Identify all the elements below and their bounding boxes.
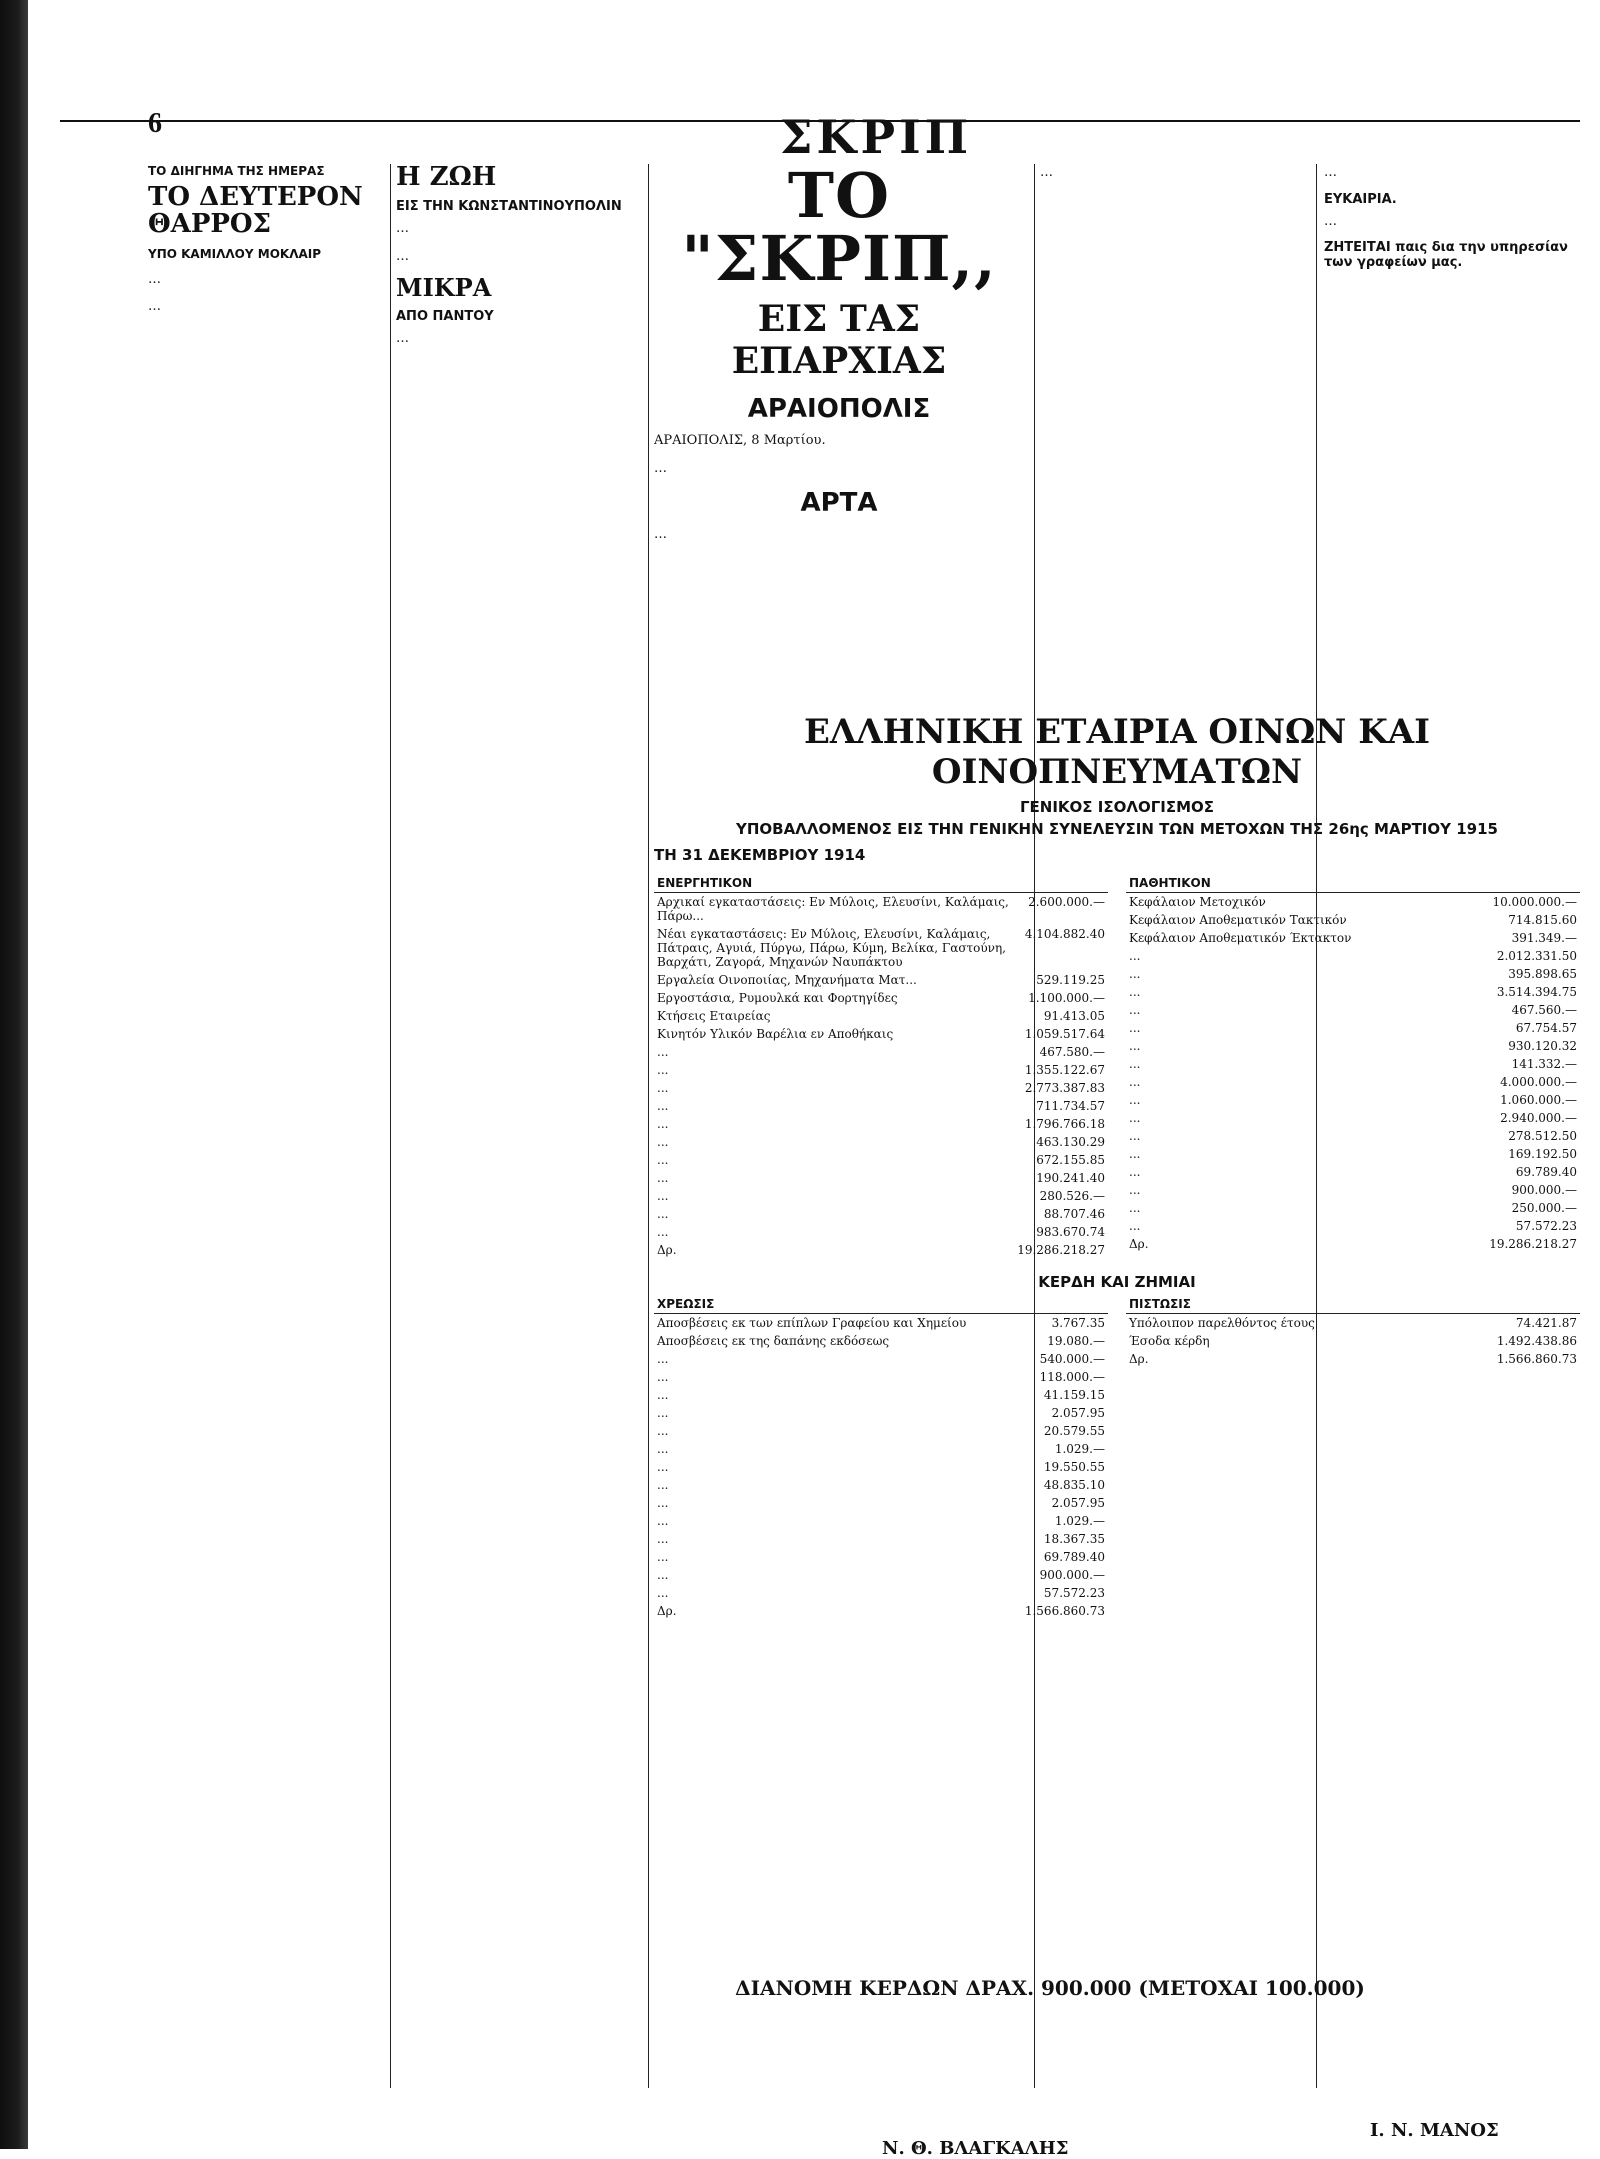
table-row xyxy=(654,1223,1108,1241)
xreoseis-column xyxy=(654,1295,1108,1620)
table-row xyxy=(1126,1163,1580,1181)
table-cell-label: ... xyxy=(657,1045,669,1059)
table-cell-label: ... xyxy=(657,1117,669,1131)
table-row xyxy=(654,1566,1108,1584)
table-cell-label: ... xyxy=(1129,1039,1141,1053)
table-cell-value: 711.734.57 xyxy=(1036,1099,1105,1113)
note-title: ΕΥΚΑΙΡΙΑ. xyxy=(1324,191,1397,207)
energitikon-header: ΕΝΕΡΓΗΤΙΚΟΝ xyxy=(654,874,1014,893)
distribution-title: ΔΙΑΝΟΜΗ ΚΕΡΔΩΝ ΔΡΑΧ. 900.000 (ΜΕΤΟΧΑΙ 100.000) xyxy=(735,1976,1365,2000)
pathitikon-header: ΠΑΘΗΤΙΚΟΝ xyxy=(1126,874,1448,893)
story-paragraph: … xyxy=(654,461,667,477)
value-header xyxy=(1011,1295,1108,1314)
table-cell-value: 395.898.65 xyxy=(1508,967,1577,981)
table-row xyxy=(654,1314,1108,1333)
xreoseis-header: ΧΡΕΩΣΙΣ xyxy=(654,1295,1011,1314)
table-row xyxy=(654,1043,1108,1061)
table-row xyxy=(1126,1199,1580,1217)
table-cell-label: ... xyxy=(1129,1147,1141,1161)
table-row xyxy=(654,1548,1108,1566)
total-value: 19.286.218.27 xyxy=(1489,1237,1577,1251)
table-cell-value: 1.059.517.64 xyxy=(1024,1027,1105,1041)
table-cell-value: 18.367.35 xyxy=(1043,1532,1105,1546)
table-cell-value: 169.192.50 xyxy=(1508,1147,1577,1161)
balance-sheet-date: ΤΗ 31 ΔΕΚΕΜΒΡΙΟΥ 1914 xyxy=(654,846,866,864)
table-row xyxy=(1126,1109,1580,1127)
table-row xyxy=(1126,1001,1580,1019)
balance-sheet xyxy=(654,712,1580,1960)
table-cell-label: ... xyxy=(657,1568,669,1582)
balance-sheet-columns xyxy=(654,874,1580,1259)
value-header xyxy=(1014,874,1108,893)
pistoseis-table xyxy=(1126,1295,1580,1368)
table-cell-label: ... xyxy=(1129,1057,1141,1071)
table-cell-value: 67.754.57 xyxy=(1515,1021,1577,1035)
column-divider xyxy=(648,164,649,2088)
table-cell-value: 57.572.23 xyxy=(1043,1586,1105,1600)
table-cell-value: 3.514.394.75 xyxy=(1496,985,1577,999)
table-cell-value: 19.550.55 xyxy=(1043,1460,1105,1474)
table-row xyxy=(1126,1181,1580,1199)
table-cell-label: ... xyxy=(657,1496,669,1510)
total-value: 19.286.218.27 xyxy=(1017,1243,1105,1257)
table-cell-value: 19.080.— xyxy=(1047,1334,1105,1348)
table-row xyxy=(654,1025,1108,1043)
energitikon-table xyxy=(654,874,1108,1259)
total-label: Δρ. xyxy=(657,1604,677,1618)
value-header xyxy=(1448,874,1580,893)
table-row xyxy=(1126,1037,1580,1055)
table-row xyxy=(654,971,1108,989)
table-row xyxy=(654,1440,1108,1458)
story-paragraph: … xyxy=(396,221,409,237)
table-cell-label: Νέαι εγκαταστάσεις: Εν Μύλοις, Ελευσίνι, Καλάμαις, Πάτραις, Αγυιά, Πύργω, Πάρω, Κύμη, Βελίκα, Γαστούνη, Βαρχάτι, Ζαγορά, Μηχανών Ναυπάκτου xyxy=(657,927,1006,969)
table-cell-label: Υπόλοιπον παρελθόντος έτους xyxy=(1129,1316,1315,1330)
balance-sheet-subtitle: ΓΕΝΙΚΟΣ ΙΣΟΛΟΓΙΣΜΟΣ xyxy=(1019,798,1215,816)
table-cell-value: 69.789.40 xyxy=(1043,1550,1105,1564)
table-row xyxy=(1126,1127,1580,1145)
table-cell-value: 672.155.85 xyxy=(1036,1153,1105,1167)
table-cell-value: 1.355.122.67 xyxy=(1024,1063,1105,1077)
front-subheadline: ΕΙΣ ΤΑΣ ΕΠΑΡΧΙΑΣ xyxy=(731,298,947,383)
total-value: 1.566.860.73 xyxy=(1024,1604,1105,1618)
table-row xyxy=(654,1458,1108,1476)
table-cell-value: 1.796.766.18 xyxy=(1024,1117,1105,1131)
profit-distribution xyxy=(700,1976,1400,2000)
table-cell-label: Έσοδα κέρδη xyxy=(1129,1334,1210,1348)
table-cell-label: ... xyxy=(657,1063,669,1077)
table-row xyxy=(654,1079,1108,1097)
table-row xyxy=(1126,1314,1580,1333)
table-row xyxy=(654,1476,1108,1494)
table-row xyxy=(654,1151,1108,1169)
table-cell-label: ... xyxy=(657,1352,669,1366)
table-row xyxy=(654,1061,1108,1079)
column-story-1 xyxy=(148,164,384,2088)
table-row xyxy=(1126,1332,1580,1350)
profit-loss-section xyxy=(654,1273,1580,1620)
balance-sheet-title: ΕΛΛΗΝΙΚΗ ΕΤΑΙΡΙΑ ΟΙΝΩΝ ΚΑΙ ΟΙΝΟΠΝΕΥΜΑΤΩΝ xyxy=(803,712,1431,792)
table-row xyxy=(654,1404,1108,1422)
column-story-2 xyxy=(396,164,644,2088)
table-cell-value: 2.940.000.— xyxy=(1500,1111,1577,1125)
table-cell-label: ... xyxy=(657,1550,669,1564)
table-cell-label: ... xyxy=(657,1207,669,1221)
table-cell-value: 278.512.50 xyxy=(1508,1129,1577,1143)
table-cell-label: ... xyxy=(1129,1183,1141,1197)
total-label: Δρ. xyxy=(657,1243,677,1257)
scan-edge xyxy=(0,0,28,2149)
table-cell-label: ... xyxy=(1129,1021,1141,1035)
table-cell-label: Αποσβέσεις εκ της δαπάνης εκδόσεως xyxy=(657,1334,890,1348)
table-row xyxy=(1126,893,1580,912)
table-cell-value: 1.492.438.86 xyxy=(1496,1334,1577,1348)
table-cell-value: 48.835.10 xyxy=(1043,1478,1105,1492)
table-cell-value: 714.815.60 xyxy=(1508,913,1577,927)
table-cell-value: 118.000.— xyxy=(1039,1370,1105,1384)
table-cell-value: 2.057.95 xyxy=(1051,1496,1105,1510)
page-number: 6 xyxy=(148,108,162,139)
table-cell-label: ... xyxy=(1129,967,1141,981)
xreoseis-table xyxy=(654,1295,1108,1620)
story-paragraph: … xyxy=(1324,165,1337,180)
story-subheadline: ΑΠΟ ΠΑΝΤΟΥ xyxy=(396,308,494,324)
table-cell-label: ... xyxy=(1129,1219,1141,1233)
masthead xyxy=(60,28,1580,122)
table-cell-value: 57.572.23 xyxy=(1515,1219,1577,1233)
table-cell-label: Κεφάλαιον Μετοχικόν xyxy=(1129,895,1266,909)
table-row xyxy=(1126,1055,1580,1073)
table-cell-label: ... xyxy=(1129,1201,1141,1215)
table-row xyxy=(1126,929,1580,947)
table-row xyxy=(654,1584,1108,1602)
table-cell-value: 88.707.46 xyxy=(1043,1207,1105,1221)
table-row xyxy=(1126,965,1580,983)
story-paragraph: … xyxy=(148,299,161,315)
value-header xyxy=(1439,1295,1580,1314)
table-cell-label: ... xyxy=(1129,985,1141,999)
table-cell-value: 10.000.000.— xyxy=(1492,895,1577,909)
table-row xyxy=(654,1422,1108,1440)
table-row xyxy=(1126,911,1580,929)
table-cell-label: ... xyxy=(657,1099,669,1113)
balance-sheet-subtitle: ΥΠΟΒΑΛΛΟΜΕΝΟΣ ΕΙΣ ΤΗΝ ΓΕΝΙΚΗΝ ΣΥΝΕΛΕΥΣΙΝ ΤΩΝ ΜΕΤΟΧΩΝ ΤΗΣ 26ης ΜΑΡΤΙΟΥ 1915 xyxy=(736,820,1498,838)
story-paragraph: … xyxy=(1040,165,1053,180)
front-headline: ΤΟ "ΣΚΡΙΠ,, xyxy=(681,164,997,296)
pathitikon-table xyxy=(1126,874,1580,1253)
table-cell-label: Εργαλεία Οινοποιίας, Μηχανήματα Ματ... xyxy=(657,973,917,987)
table-row xyxy=(654,1512,1108,1530)
table-cell-value: 1.060.000.— xyxy=(1500,1093,1577,1107)
table-row xyxy=(1126,1091,1580,1109)
table-row xyxy=(1126,1145,1580,1163)
table-cell-value: 467.580.— xyxy=(1039,1045,1105,1059)
table-cell-label: ... xyxy=(657,1370,669,1384)
table-cell-label: ... xyxy=(1129,1003,1141,1017)
table-cell-label: ... xyxy=(1129,949,1141,963)
table-cell-label: Κεφάλαιον Αποθεματικόν Έκτακτον xyxy=(1129,931,1352,945)
column-divider xyxy=(390,164,391,2088)
newspaper-name: ΣΚΡΙΠ xyxy=(780,110,973,164)
table-row xyxy=(654,1007,1108,1025)
story-headline: ΜΙΚΡΑ xyxy=(396,273,492,303)
table-row xyxy=(654,1530,1108,1548)
table-cell-label: Κτήσεις Εταιρείας xyxy=(657,1009,771,1023)
table-cell-label: ... xyxy=(657,1532,669,1546)
table-row xyxy=(654,989,1108,1007)
table-row xyxy=(654,1097,1108,1115)
table-row xyxy=(654,1115,1108,1133)
table-row xyxy=(1126,1217,1580,1235)
table-cell-label: ... xyxy=(657,1424,669,1438)
table-cell-label: ... xyxy=(1129,1129,1141,1143)
story-paragraph: … xyxy=(396,248,409,264)
table-cell-value: 2.600.000.— xyxy=(1028,895,1105,909)
table-cell-value: 41.159.15 xyxy=(1043,1388,1105,1402)
table-cell-value: 91.413.05 xyxy=(1043,1009,1105,1023)
story-subheadline: ΕΙΣ ΤΗΝ ΚΩΝΣΤΑΝΤΙΝΟΥΠΟΛΙΝ xyxy=(396,199,622,215)
table-cell-value: 467.560.— xyxy=(1511,1003,1577,1017)
table-cell-value: 190.241.40 xyxy=(1036,1171,1105,1185)
call-to-action: ΖΗΤΕΙΤΑΙ παις δια την υπηρεσίαν των γραφείων μας. xyxy=(1324,240,1568,271)
table-row xyxy=(1126,947,1580,965)
story-paragraph: … xyxy=(148,271,161,287)
table-cell-label: Κινητόν Υλικόν Βαρέλια εν Αποθήκαις xyxy=(657,1027,894,1041)
story-headline: Η ΖΩΗ xyxy=(396,164,497,192)
table-cell-value: 391.349.— xyxy=(1511,931,1577,945)
pathitikon-column xyxy=(1126,874,1580,1259)
pistoseis-header: ΠΙΣΤΩΣΙΣ xyxy=(1126,1295,1439,1314)
table-cell-label: ... xyxy=(657,1225,669,1239)
table-cell-label: ... xyxy=(657,1406,669,1420)
table-cell-label: ... xyxy=(657,1586,669,1600)
table-cell-value: 983.670.74 xyxy=(1036,1225,1105,1239)
table-cell-label: ... xyxy=(657,1135,669,1149)
table-row xyxy=(654,925,1108,971)
total-value: 1.566.860.73 xyxy=(1496,1352,1577,1366)
table-row xyxy=(1126,1019,1580,1037)
table-cell-value: 2.057.95 xyxy=(1051,1406,1105,1420)
table-cell-value: 1.029.— xyxy=(1054,1514,1105,1528)
table-cell-value: 1.029.— xyxy=(1054,1442,1105,1456)
table-cell-label: ... xyxy=(657,1442,669,1456)
table-row xyxy=(654,1368,1108,1386)
profit-loss-columns xyxy=(654,1295,1580,1620)
table-cell-value: 20.579.55 xyxy=(1043,1424,1105,1438)
section-title: ΑΡΑΙΟΠΟΛΙΣ xyxy=(747,394,931,425)
pistoseis-column xyxy=(1126,1295,1580,1620)
newspaper-page xyxy=(60,28,1580,2159)
table-row xyxy=(654,893,1108,926)
table-cell-value: 930.120.32 xyxy=(1508,1039,1577,1053)
table-cell-label: ... xyxy=(1129,1093,1141,1107)
table-row xyxy=(1126,1073,1580,1091)
table-cell-value: 250.000.— xyxy=(1511,1201,1577,1215)
table-row xyxy=(1126,983,1580,1001)
table-cell-label: ... xyxy=(1129,1111,1141,1125)
table-cell-value: 2.773.387.83 xyxy=(1024,1081,1105,1095)
table-cell-value: 529.119.25 xyxy=(1036,973,1105,987)
table-row xyxy=(654,1205,1108,1223)
table-cell-label: ... xyxy=(1129,1075,1141,1089)
table-cell-label: Κεφάλαιον Αποθεματικόν Τακτικόν xyxy=(1129,913,1347,927)
table-cell-value: 463.130.29 xyxy=(1036,1135,1105,1149)
table-cell-label: ... xyxy=(657,1514,669,1528)
table-cell-label: Αρχικαί εγκαταστάσεις: Εν Μύλοις, Ελευσίνι, Καλάμαις, Πάρω... xyxy=(657,895,1009,923)
table-cell-label: ... xyxy=(657,1460,669,1474)
signature-block-right: Ι. Ν. ΜΑΝΟΣ xyxy=(1370,2120,1499,2141)
table-cell-value: 4.104.882.40 xyxy=(1024,927,1105,941)
table-cell-label: ... xyxy=(657,1478,669,1492)
table-cell-label: ... xyxy=(657,1171,669,1185)
total-label: Δρ. xyxy=(1129,1237,1149,1251)
table-cell-value: 900.000.— xyxy=(1511,1183,1577,1197)
kicker: ΤΟ ΔΙΗΓΗΜΑ ΤΗΣ ΗΜΕΡΑΣ xyxy=(148,164,325,178)
story-paragraph: … xyxy=(654,526,667,542)
story-paragraph: … xyxy=(396,330,409,346)
total-label: Δρ. xyxy=(1129,1352,1149,1366)
table-cell-value: 280.526.— xyxy=(1039,1189,1105,1203)
table-cell-value: 2.012.331.50 xyxy=(1496,949,1577,963)
table-row xyxy=(654,1332,1108,1350)
section-title: ΑΡΤΑ xyxy=(800,487,878,518)
profit-loss-title: ΚΕΡΔΗ ΚΑΙ ΖΗΜΙΑΙ xyxy=(1038,1273,1196,1291)
table-cell-value: 4.000.000.— xyxy=(1500,1075,1577,1089)
energitikon-column xyxy=(654,874,1108,1259)
table-row xyxy=(654,1133,1108,1151)
table-cell-value: 540.000.— xyxy=(1039,1352,1105,1366)
story-byline: ΥΠΟ ΚΑΜΙΛΛΟΥ ΜΟΚΛΑΙΡ xyxy=(148,246,322,261)
story-headline: ΤΟ ΔΕΥΤΕΡΟΝ ΘΑΡΡΟΣ xyxy=(148,182,363,240)
table-cell-value: 141.332.— xyxy=(1511,1057,1577,1071)
table-cell-label: Αποσβέσεις εκ των επίπλων Γραφείου και Χημείου xyxy=(657,1316,967,1330)
table-cell-label: Εργοστάσια, Ρυμουλκά και Φορτηγίδες xyxy=(657,991,898,1005)
table-cell-value: 74.421.87 xyxy=(1515,1316,1577,1330)
story-paragraph: ΑΡΑΙΟΠΟΛΙΣ, 8 Μαρτίου. xyxy=(654,433,826,449)
table-cell-label: ... xyxy=(657,1189,669,1203)
note-text: … xyxy=(1324,213,1337,229)
table-cell-label: ... xyxy=(657,1153,669,1167)
table-row xyxy=(654,1494,1108,1512)
table-cell-label: ... xyxy=(657,1388,669,1402)
table-row xyxy=(654,1350,1108,1368)
table-cell-value: 69.789.40 xyxy=(1515,1165,1577,1179)
table-cell-value: 1.100.000.— xyxy=(1028,991,1105,1005)
table-cell-value: 3.767.35 xyxy=(1051,1316,1105,1330)
table-row xyxy=(654,1386,1108,1404)
signature-block-left: Ν. Θ. ΒΛΑΓΚΑΛΗΣ xyxy=(882,2138,1069,2159)
table-row xyxy=(654,1187,1108,1205)
table-cell-label: ... xyxy=(1129,1165,1141,1179)
table-cell-label: ... xyxy=(657,1081,669,1095)
table-cell-value: 900.000.— xyxy=(1039,1568,1105,1582)
table-row xyxy=(654,1169,1108,1187)
